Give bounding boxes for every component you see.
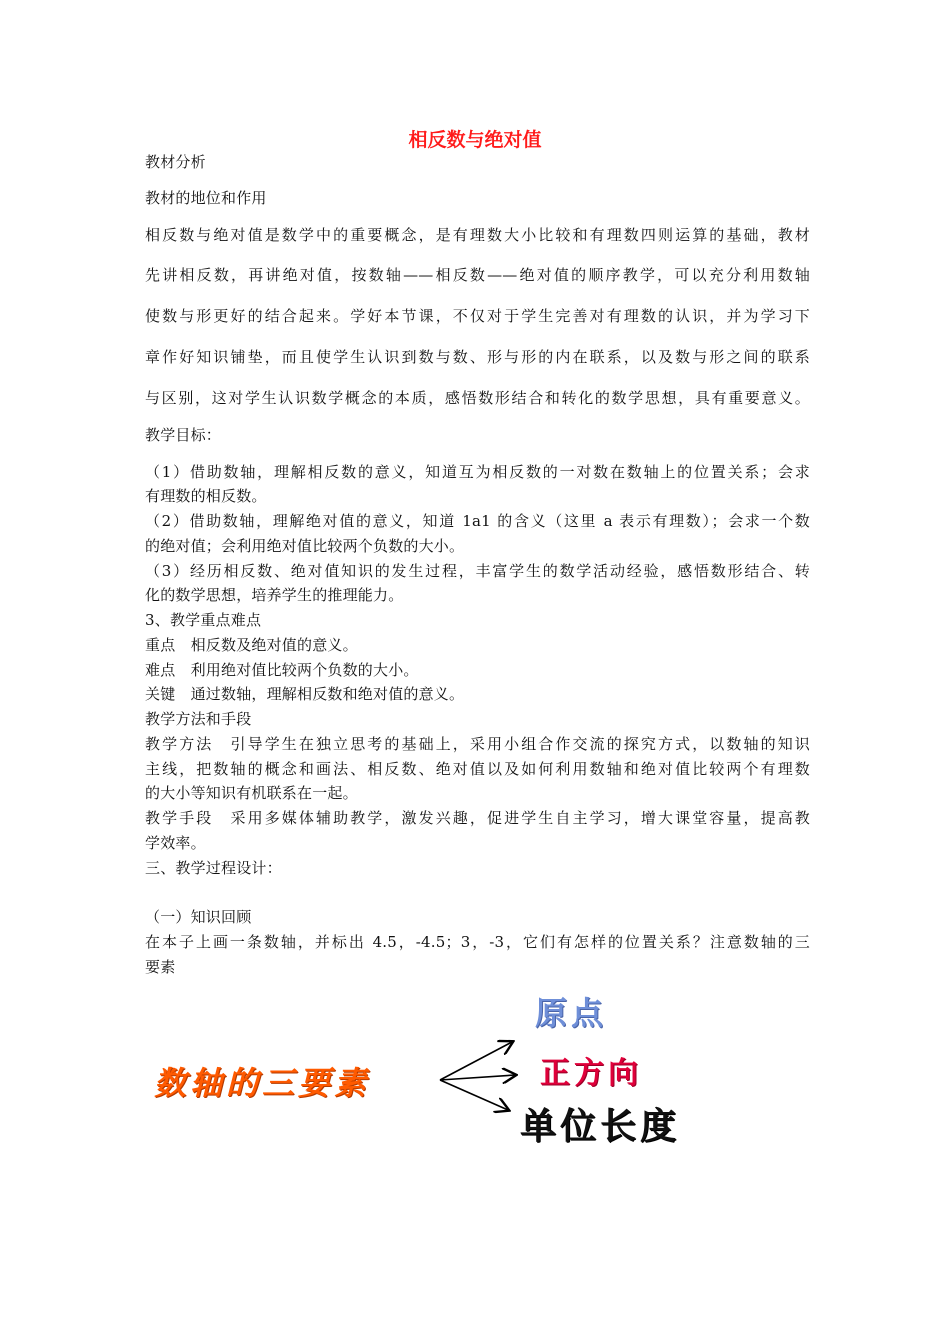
diagram-positive-direction-label: 正方向 — [540, 1056, 642, 1091]
goal-line: （1）借助数轴，理解相反数的意义，知道互为相反数的一对数在数轴上的位置关系；会求 — [145, 463, 810, 481]
heading-process-design: 三、教学过程设计： — [145, 859, 282, 877]
paragraph-line: 相反数与绝对值是数学中的重要概念，是有理数大小比较和有理数四则运算的基础，教材 — [145, 226, 810, 244]
arrow-to-origin — [440, 1042, 512, 1080]
review-line: 要素 — [145, 958, 176, 976]
diagram-main-label: 数轴的三要素 — [154, 1064, 371, 1102]
arrow-to-unit-length — [440, 1080, 508, 1110]
key-point-line: 重点 相反数及绝对值的意义。 — [145, 636, 358, 654]
goal-line: 的绝对值；会利用绝对值比较两个负数的大小。 — [145, 537, 465, 555]
method-line: 的大小等知识有机联系在一起。 — [145, 784, 358, 802]
difficulty-line: 难点 利用绝对值比较两个负数的大小。 — [145, 661, 419, 679]
heading-teaching-goals: 教学目标： — [145, 426, 222, 444]
heading-textbook-analysis: 教材分析 — [145, 153, 206, 171]
arrow-to-positive-direction — [440, 1075, 515, 1080]
paragraph-line: 使数与形更好的结合起来。学好本节课，不仅对于学生完善对有理数的认识，并为学习下 — [145, 307, 810, 325]
goal-line: 有理数的相反数。 — [145, 487, 267, 505]
heading-textbook-role: 教材的地位和作用 — [145, 189, 267, 207]
method-line: 主线，把数轴的概念和画法、相反数、绝对值以及如何利用数轴和绝对值比较两个有理数 — [145, 760, 810, 778]
paragraph-line: 与区别，这对学生认识数学概念的本质，感悟数形结合和转化的数学思想，具有重要意义。 — [145, 389, 810, 407]
paragraph-line: 先讲相反数，再讲绝对值，按数轴——相反数——绝对值的顺序教学，可以充分利用数轴 — [145, 266, 810, 284]
diagram-unit-length-label: 单位长度 — [520, 1106, 681, 1147]
goal-line: （3）经历相反数、绝对值知识的发生过程，丰富学生的数学活动经验，感悟数形结合、转 — [145, 562, 810, 580]
number-line-elements-diagram — [130, 980, 730, 1160]
heading-methods: 教学方法和手段 — [145, 710, 252, 728]
paragraph-line: 章作好知识铺垫，而且使学生认识到数与数、形与形的内在联系，以及数与形之间的联系 — [145, 348, 810, 366]
means-line: 学效率。 — [145, 834, 206, 852]
document-title: 相反数与绝对值 — [408, 129, 542, 151]
heading-review: （一）知识回顾 — [145, 908, 252, 926]
goal-line: 化的数学思想，培养学生的推理能力。 — [145, 586, 404, 604]
heading-key-points: 3、教学重点难点 — [145, 611, 262, 629]
diagram-origin-label: 原点 — [535, 994, 608, 1032]
means-line: 教学手段 采用多媒体辅助教学，激发兴趣，促进学生自主学习，增大课堂容量，提高教 — [145, 809, 810, 827]
goal-line: （2）借助数轴，理解绝对值的意义，知道 1a1 的含义（这里 a 表示有理数）；会求一个数 — [145, 512, 810, 530]
method-line: 教学方法 引导学生在独立思考的基础上，采用小组合作交流的探究方式，以数轴的知识 — [145, 735, 810, 753]
key-line: 关键 通过数轴，理解相反数和绝对值的意义。 — [145, 685, 465, 703]
review-line: 在本子上画一条数轴，并标出 4.5，-4.5；3，-3，它们有怎样的位置关系？注意数轴的三 — [145, 933, 810, 951]
